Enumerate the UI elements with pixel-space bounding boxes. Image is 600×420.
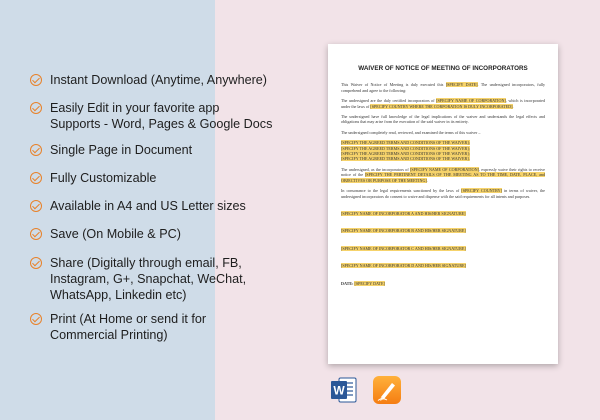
- feature-text: Fully Customizable: [50, 171, 157, 185]
- doc-signature-b: [SPECIFY NAME OF INCORPORATOR B AND HIS/HER SIGNATURE]: [341, 228, 466, 234]
- feature-item: [30, 198, 246, 214]
- document-preview: [328, 44, 558, 364]
- check-circle-icon: [30, 257, 42, 269]
- doc-paragraph-3: The undersigned have full knowledge of the legal implications of the waiver and understands the legal effects and obligations that may arise from the execution of the said waiver in its entirety.: [341, 114, 545, 125]
- check-circle-icon: [30, 228, 42, 240]
- doc-signature-c: [SPECIFY NAME OF INCORPORATOR C AND HIS/HER SIGNATURE]: [341, 245, 466, 251]
- feature-text: Single Page in Document: [50, 143, 193, 157]
- doc-paragraph-5: The undersigned, as the incorporators of [SPECIFY NAME OF CORPORATION], expressly waive their rights to receive notice of the [SPECIFY THE PERTINENT DETAILS OF THE MEETING AS TO THE TIME, DATE, PLACE, and OBJECTIVES OR PURPOSE OF THE MEETING].: [341, 166, 546, 183]
- feature-item: [30, 100, 272, 132]
- feature-text: Commercial Printing): [50, 328, 168, 342]
- doc-terms-list: [341, 140, 545, 162]
- check-circle-icon: [30, 313, 42, 325]
- feature-text: Available in A4 and US Letter sizes: [50, 199, 246, 213]
- feature-item: [30, 311, 206, 343]
- check-circle-icon: [30, 172, 42, 184]
- doc-paragraph-1: This Waiver of Notice of Meeting is duly executed this [SPECIFY DATE]. The undersigned incorporators, fully comprehend and agree to the following:: [341, 82, 545, 93]
- check-circle-icon: [30, 102, 42, 114]
- doc-paragraph-6: In consonance to the legal requirements sanctioned by the laws of [SPECIFY COUNTRY] in terms of waiver, the undersigned incorporators do consent to waive and dispense with the said requirements for all intents and purposes.: [341, 188, 545, 199]
- doc-term: [SPECIFY THE AGREED TERMS AND CONDITIONS OF THE WAIVER];: [341, 151, 470, 157]
- pages-icon: [372, 375, 402, 405]
- check-circle-icon: [30, 74, 42, 86]
- document-title: WAIVER OF NOTICE OF MEETING OF INCORPORATORS: [358, 65, 528, 72]
- feature-text: Supports - Word, Pages & Google Docs: [50, 117, 273, 131]
- word-icon: [330, 376, 358, 404]
- feature-text: Instant Download (Anytime, Anywhere): [50, 73, 267, 87]
- doc-term: [SPECIFY THE AGREED TERMS AND CONDITIONS OF THE WAIVER].: [341, 156, 470, 162]
- feature-text: Easily Edit in your favorite app: [50, 101, 220, 115]
- feature-text: WhatsApp, Linkedin etc): [50, 288, 187, 302]
- feature-item: [30, 142, 192, 158]
- doc-paragraph-2: The undersigned are the duly certified incorporators of [SPECIFY NAME OF CORPORATION], which is incorporated under the laws of [SPECIFY COUNTRY WHERE THE CORPORATION IS DULY INCORPORATED].: [341, 98, 545, 109]
- svg-text:W: W: [333, 383, 345, 398]
- feature-item: [30, 226, 181, 242]
- feature-text: Save (On Mobile & PC): [50, 227, 181, 241]
- feature-item: [30, 170, 156, 186]
- doc-paragraph-4: The undersigned completely read, reviewed, and examined the terms of this waiver –: [341, 129, 481, 135]
- check-circle-icon: [30, 144, 42, 156]
- feature-item: [30, 72, 267, 88]
- check-circle-icon: [30, 200, 42, 212]
- feature-item: [30, 255, 246, 303]
- doc-term: [SPECIFY THE AGREED TERMS AND CONDITIONS OF THE WAIVER];: [341, 145, 470, 151]
- doc-term: [SPECIFY THE AGREED TERMS AND CONDITIONS OF THE WAIVER];: [341, 140, 470, 146]
- doc-date-line: DATE: [SPECIFY DATE]: [341, 280, 385, 286]
- doc-signature-a: [SPECIFY NAME OF INCORPORATOR A AND HIS/HER SIGNATURE]: [341, 210, 466, 216]
- feature-text: Share (Digitally through email, FB,: [50, 256, 242, 270]
- feature-text: Print (At Home or send it for: [50, 312, 207, 326]
- doc-signature-d: [SPECIFY NAME OF INCORPORATOR D AND HIS/HER SIGNATURE]: [341, 263, 466, 269]
- feature-text: Instagram, G+, Snapchat, WeChat,: [50, 272, 247, 286]
